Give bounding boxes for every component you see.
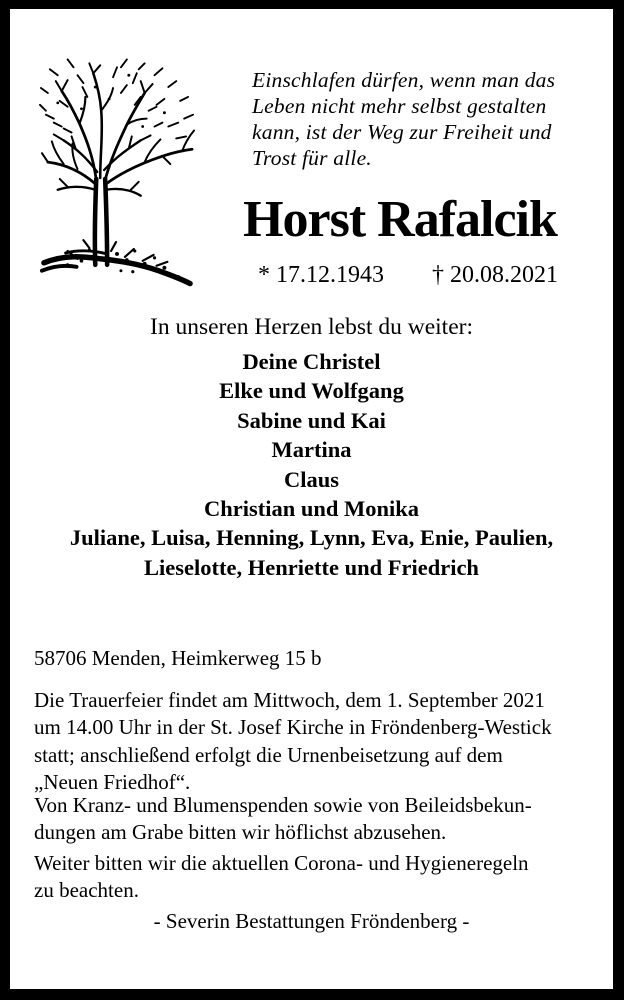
service-paragraph bbox=[34, 687, 600, 796]
life-dates bbox=[188, 261, 624, 289]
undertaker-line: - Severin Bestattungen Fröndenberg - bbox=[153, 909, 470, 933]
service-line: „Neuen Friedhof“. bbox=[34, 769, 191, 794]
service-line: Die Trauerfeier findet am Mittwoch, dem 1. September 2021 bbox=[34, 688, 545, 712]
address-line: 58706 Menden, Heimkerweg 15 b bbox=[34, 646, 322, 670]
family-line: Christian und Monika bbox=[203, 496, 420, 522]
condolence-paragraph bbox=[34, 792, 600, 847]
quote-line: kann, ist der Weg zur Freiheit und bbox=[252, 120, 552, 144]
service-line: statt; anschließend erfolgt die Urnenbeisetzung auf dem bbox=[34, 742, 503, 767]
condolence-line: dungen am Grabe bitten wir höflichst abzusehen. bbox=[34, 820, 447, 845]
family-line: Elke und Wolfgang bbox=[219, 378, 404, 404]
service-line: um 14.00 Uhr in der St. Josef Kirche in Fröndenberg-Westick bbox=[34, 715, 552, 740]
condolence-line: Von Kranz- und Blumenspenden sowie von Beileidsbekun- bbox=[34, 793, 532, 817]
family-line: Juliane, Luisa, Henning, Lynn, Eva, Enie, Paulien, bbox=[69, 525, 554, 551]
quote-line: Leben nicht mehr selbst gestalten bbox=[252, 94, 547, 118]
corona-line: Weiter bitten wir die aktuellen Corona- und Hygieneregeln bbox=[34, 851, 529, 875]
family-line: Claus bbox=[283, 466, 340, 492]
bare-tree-illustration bbox=[38, 52, 196, 288]
family-line: Deine Christel bbox=[242, 349, 381, 374]
bare-tree-icon bbox=[38, 52, 196, 288]
memorial-quote bbox=[252, 67, 604, 171]
corona-paragraph bbox=[34, 850, 600, 905]
quote-line: Einschlafen dürfen, wenn man das bbox=[252, 68, 556, 92]
family-line: Martina bbox=[271, 437, 352, 463]
family-line: Lieselotte, Henriette und Friedrich bbox=[144, 554, 479, 580]
deceased-name: Horst Rafalcik bbox=[243, 191, 557, 248]
intro-line: In unseren Herzen lebst du weiter: bbox=[150, 314, 473, 340]
family-names bbox=[10, 347, 613, 582]
corona-line: zu beachten. bbox=[34, 878, 139, 903]
death-date: † 20.08.2021 bbox=[432, 262, 558, 288]
family-line: Sabine und Kai bbox=[237, 407, 386, 433]
birth-date: * 17.12.1943 bbox=[258, 262, 384, 288]
quote-line: Trost für alle. bbox=[252, 146, 372, 170]
notice-page bbox=[10, 9, 613, 989]
